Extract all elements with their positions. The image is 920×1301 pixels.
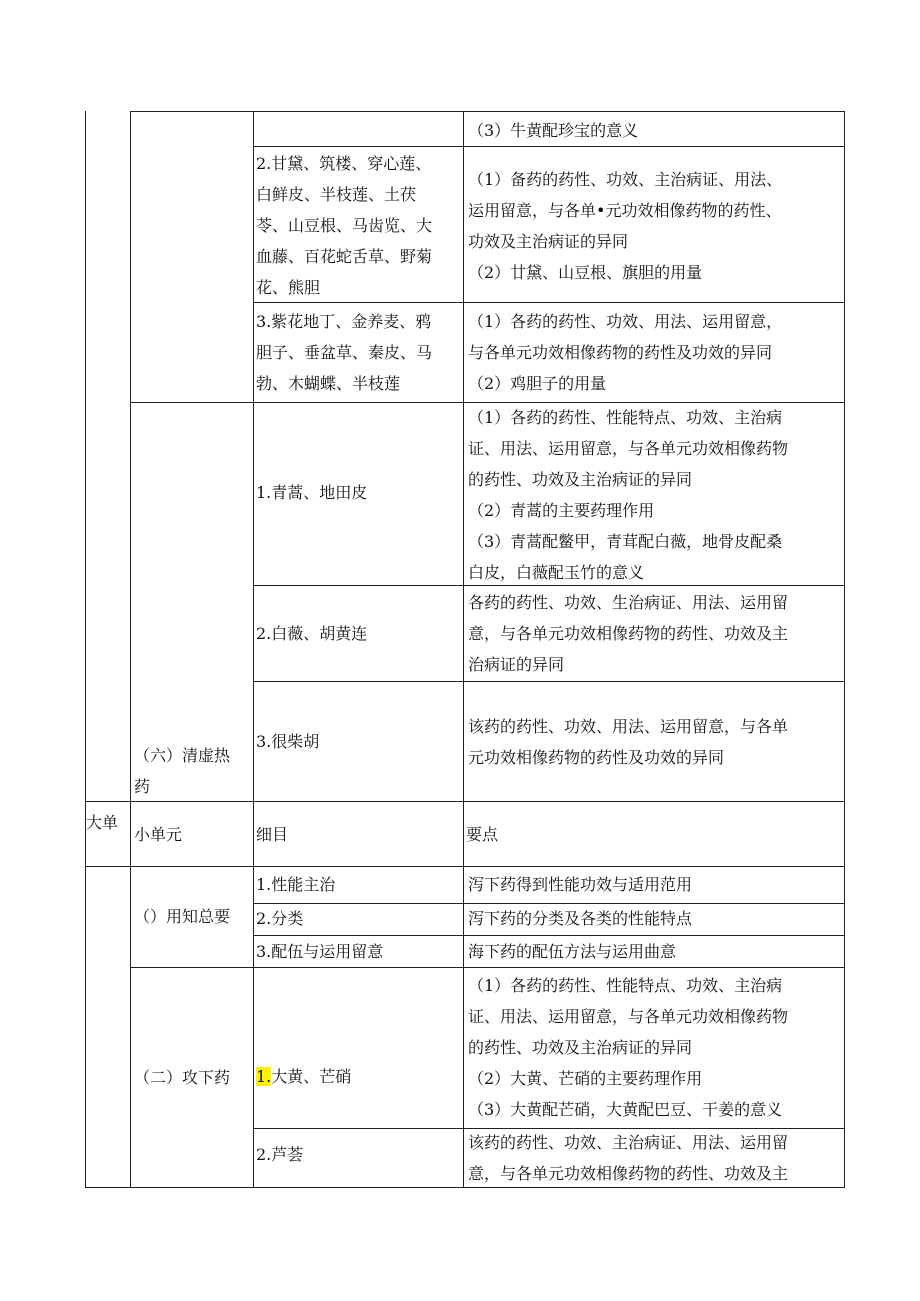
row-divider xyxy=(253,681,845,682)
point-cell: 海下药的配伍方法与运用曲意 xyxy=(468,942,677,961)
detail-text: 大黄、芒硝 xyxy=(271,1067,352,1086)
column-divider-3 xyxy=(463,111,464,1187)
point-cell: 泻下药的分类及各类的性能特点 xyxy=(468,909,693,928)
point-cell: 该药的药性、功效、主治病证、用法、运用留 意，与各单元功效相像药物的药性、功效及主 xyxy=(468,1133,789,1183)
sub-unit-cell: （）用知总要 xyxy=(134,907,231,926)
sub-unit-cell: （二）攻下药 xyxy=(134,1068,231,1087)
column-divider-2 xyxy=(253,111,254,1187)
point-cell: （3）牛黄配珍宝的意义 xyxy=(468,121,639,140)
detail-cell: 3.配伍与运用留意 xyxy=(256,942,384,961)
sub-unit-cell: （六）清虚热 药 xyxy=(134,746,231,796)
header-point: 要点 xyxy=(466,825,499,844)
point-cell: 该药的药性、功效、用法、运用留意，与各单 元功效相像药物的药性及功效的异同 xyxy=(468,717,789,767)
detail-cell: 1.青蒿、地田皮 xyxy=(256,483,368,502)
row-divider xyxy=(253,146,845,147)
table-border-top xyxy=(130,111,845,112)
detail-cell: 2.芦荟 xyxy=(256,1145,304,1164)
detail-cell: 3.很柴胡 xyxy=(256,732,320,751)
point-cell: 各药的药性、功效、生治病证、用法、运用留 意，与各单元功效相像药物的药性、功效及主 治病证的异同 xyxy=(468,593,789,674)
detail-cell: 2.白薇、胡黄连 xyxy=(256,624,368,643)
header-divider-bottom xyxy=(85,866,845,867)
highlighted-number: 1. xyxy=(256,1067,272,1086)
point-cell: （1）各药的药性、功效、用法、运用留意， 与各单元功效相像药物的药性及功效的异同 （2）鸡胆子的用量 xyxy=(468,312,783,393)
point-cell: （1）备药的药性、功效、主治病证、用法、 运用留意，与各单•元功效相像药物的药性、 功效及主治病证的异同 （2）廿黛、山豆根、旗胆的用量 xyxy=(468,170,783,282)
detail-cell: 3.紫花地丁、金养麦、鸦 胆子、垂盆草、秦皮、马 勃、木蝴蝶、半枝莲 xyxy=(256,312,433,393)
detail-cell: 2.甘黛、筑楼、穿心莲、 白鲜皮、半枝莲、土茯 苓、山豆根、马齿览、大 血藤、百花蛇舌草、野菊 花、熊胆 xyxy=(256,154,433,297)
header-sub-unit: 小单元 xyxy=(134,825,183,844)
column-divider-1 xyxy=(130,111,131,1187)
detail-cell: 2.分类 xyxy=(256,909,304,928)
point-cell: （1）各药的药性、性能特点、功效、主治病 证、用法、运用留意，与各单元功效相像药物 的药性、功效及主治病证的异同 （2）大黄、芒硝的主要药理作用 （3）大黄配芒硝，大黄配巴豆、干姜的意义 xyxy=(468,976,789,1119)
header-major-unit: 大单 xyxy=(86,813,119,832)
point-cell: 泻下药得到性能功效与适用范用 xyxy=(468,875,693,894)
table-border-left xyxy=(85,111,86,1187)
table-border-right xyxy=(844,111,845,1187)
detail-cell: 1.性能主治 xyxy=(256,875,336,894)
detail-cell xyxy=(256,1030,351,1092)
row-divider xyxy=(130,967,845,968)
header-detail: 细目 xyxy=(256,825,289,844)
point-cell: （1）各药的药性、性能特点、功效、主治病 证、用法、运用留意，与各单元功效相像药物 的药性、功效及主治病证的异同 （2）青蒿的主要药理作用 （3）青蒿配鳖甲，青茸配白薇，地骨皮配桑 白皮，白薇配玉竹的意义 xyxy=(468,408,789,582)
